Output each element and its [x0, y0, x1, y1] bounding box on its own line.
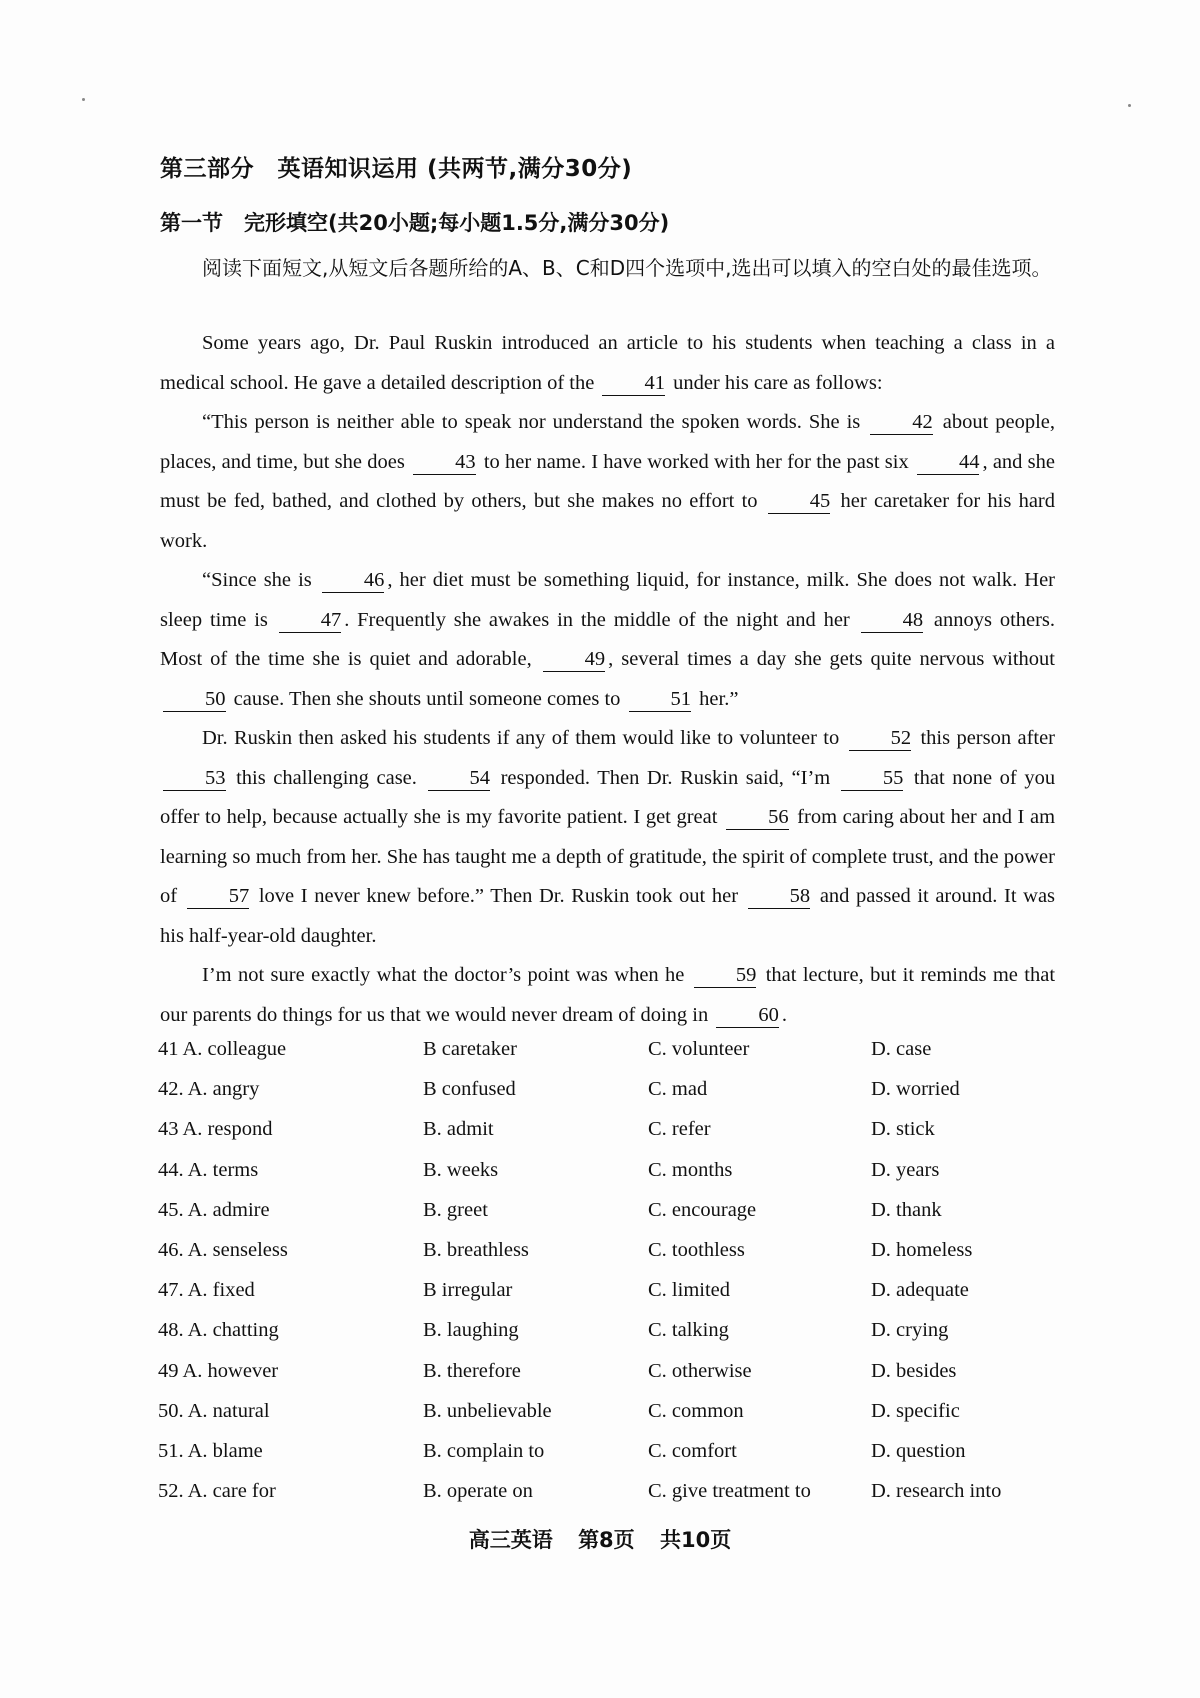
option-b: B. operate on: [423, 1480, 533, 1503]
cloze-passage: [160, 324, 1055, 1035]
option-c: C. months: [648, 1158, 733, 1181]
option-d: D. research into: [871, 1480, 1002, 1503]
option-d: D. besides: [871, 1359, 957, 1382]
option-d: D. adequate: [871, 1279, 969, 1302]
blank-60: 60: [716, 1003, 779, 1028]
footer-page-number: 第8页: [578, 1528, 635, 1552]
option-d: D. question: [871, 1439, 966, 1462]
option-a: 41 A. colleague: [158, 1038, 287, 1060]
blank-55: 55: [841, 766, 904, 791]
footer-total-pages: 共10页: [660, 1528, 732, 1552]
instructions: 阅读下面短文,从短文后各题所给的A、B、C和D四个选项中,选出可以填入的空白处的最佳选项。: [202, 256, 1052, 280]
option-row: [158, 1480, 1058, 1520]
passage-text: to her name. I have worked with her for the past six: [483, 450, 909, 473]
blank-56: 56: [726, 805, 789, 830]
option-b: B. therefore: [423, 1359, 521, 1382]
option-d: D. specific: [871, 1399, 960, 1422]
option-a: 49 A. however: [158, 1359, 279, 1382]
blank-41: 41: [602, 371, 665, 396]
option-a: 44. A. terms: [158, 1158, 259, 1181]
option-row: [158, 1038, 1058, 1078]
blank-58: 58: [748, 884, 811, 909]
passage-text: about people, places, and time, but she does: [160, 411, 1056, 473]
option-b: B. weeks: [423, 1158, 499, 1181]
option-row: [158, 1078, 1058, 1118]
option-d: D. stick: [871, 1118, 935, 1141]
paragraph-2: [160, 403, 1055, 561]
option-b: B. admit: [423, 1118, 494, 1141]
passage-text: and passed it around. It was his half-year-old daughter.: [160, 885, 1056, 947]
passage-text: , her diet must be something liquid, for instance, milk. She does not walk. Her sleep time is: [160, 569, 1056, 631]
option-a: 42. A. angry: [158, 1078, 260, 1101]
option-c: C. refer: [648, 1118, 711, 1141]
paragraph-4: [160, 719, 1055, 956]
passage-text: that lecture, but it reminds me that our parents do things for us that we would never dream of doing in: [160, 964, 1056, 1026]
passage-text: “Since she is: [202, 569, 312, 591]
blank-57: 57: [187, 884, 250, 909]
option-d: D. worried: [871, 1078, 960, 1101]
passage-text: , and she must be fed, bathed, and clothed by others, but she makes no effort to: [160, 450, 1055, 512]
option-a: 47. A. fixed: [158, 1279, 255, 1302]
scan-speck: [1128, 104, 1131, 107]
passage-text: .: [781, 1003, 788, 1026]
paragraph-3: [160, 561, 1055, 719]
option-c: C. otherwise: [648, 1359, 752, 1382]
option-b: B. unbelievable: [423, 1399, 552, 1422]
blank-47: 47: [279, 608, 342, 633]
blank-45: 45: [768, 489, 831, 514]
option-row: [158, 1319, 1058, 1359]
passage-text: Dr. Ruskin then asked his students if any of them would like to volunteer to: [202, 727, 840, 749]
option-c: C. volunteer: [648, 1038, 750, 1060]
option-row: [158, 1440, 1058, 1480]
answer-options: [158, 1038, 1058, 1520]
passage-text: her.”: [699, 687, 739, 710]
option-row: [158, 1159, 1058, 1199]
blank-44: 44: [917, 450, 980, 475]
option-c: C. common: [648, 1399, 744, 1422]
option-a: 45. A. admire: [158, 1198, 270, 1221]
passage-text: from caring about her and I am learning so much from her. She has taught me a depth of gratitude, the spirit of complete trust, and the power of: [160, 806, 1056, 907]
passage-text: . Frequently she awakes in the middle of the night and her: [344, 608, 850, 631]
option-c: C. comfort: [648, 1439, 737, 1462]
option-d: D. thank: [871, 1198, 942, 1221]
option-row: [158, 1239, 1058, 1279]
option-d: D. years: [871, 1158, 940, 1181]
blank-51: 51: [629, 687, 692, 712]
option-a: 50. A. natural: [158, 1399, 270, 1422]
option-row: [158, 1279, 1058, 1319]
passage-text: Some years ago, Dr. Paul Ruskin introduced an article to his students when teaching a class in a medical school. He gave a detailed description of the: [160, 332, 1055, 394]
option-c: C. mad: [648, 1078, 708, 1101]
option-c: C. limited: [648, 1279, 730, 1302]
passage-text: that none of you offer to help, because actually she is my favorite patient. I get great: [160, 766, 1056, 828]
option-d: D. homeless: [871, 1238, 973, 1261]
option-row: [158, 1118, 1058, 1158]
option-c: C. encourage: [648, 1198, 757, 1221]
blank-54: 54: [428, 766, 491, 791]
passage-text: , several times a day she gets quite nervous without: [608, 648, 1056, 670]
scan-speck: [82, 98, 85, 101]
option-a: 43 A. respond: [158, 1118, 273, 1141]
option-a: 48. A. chatting: [158, 1319, 279, 1342]
blank-50: 50: [163, 687, 226, 712]
passage-text: I’m not sure exactly what the doctor’s point was when he: [202, 964, 685, 986]
option-c: C. give treatment to: [648, 1480, 811, 1503]
option-b: B caretaker: [423, 1038, 517, 1060]
option-b: B irregular: [423, 1279, 513, 1302]
option-c: C. talking: [648, 1319, 729, 1342]
passage-text: this challenging case.: [236, 766, 417, 789]
blank-46: 46: [322, 568, 385, 593]
subsection-title: 第一节 完形填空(共20小题;每小题1.5分,满分30分): [160, 211, 670, 235]
blank-43: 43: [413, 450, 476, 475]
option-row: [158, 1360, 1058, 1400]
option-b: B. greet: [423, 1198, 488, 1221]
passage-text: “This person is neither able to speak nor understand the spoken words. She is: [202, 411, 861, 433]
blank-42: 42: [870, 410, 933, 435]
option-c: C. toothless: [648, 1238, 745, 1261]
option-a: 51. A. blame: [158, 1439, 263, 1462]
option-b: B. laughing: [423, 1319, 519, 1342]
passage-text: this person after: [920, 727, 1056, 749]
section-title: 第三部分 英语知识运用 (共两节,满分30分): [160, 156, 633, 182]
footer-subject: 高三英语: [468, 1528, 553, 1552]
blank-53: 53: [163, 766, 226, 791]
passage-text: love I never knew before.” Then Dr. Ruskin took out her: [258, 885, 739, 907]
passage-text: under his care as follows:: [673, 371, 883, 394]
passage-text: her caretaker for his hard work.: [160, 490, 1056, 552]
option-b: B confused: [423, 1078, 516, 1101]
option-row: [158, 1400, 1058, 1440]
blank-48: 48: [861, 608, 924, 633]
blank-59: 59: [694, 963, 757, 988]
option-row: [158, 1199, 1058, 1239]
passage-text: annoys others. Most of the time she is quiet and adorable,: [160, 608, 1056, 670]
passage-text: cause. Then she shouts until someone comes to: [233, 687, 621, 710]
option-d: D. crying: [871, 1319, 949, 1342]
option-a: 52. A. care for: [158, 1480, 276, 1503]
option-b: B. complain to: [423, 1439, 545, 1462]
paragraph-1: [160, 324, 1055, 403]
page-footer: [0, 1524, 1200, 1554]
option-a: 46. A. senseless: [158, 1238, 288, 1261]
blank-49: 49: [543, 647, 606, 672]
option-b: B. breathless: [423, 1238, 529, 1261]
option-d: D. case: [871, 1038, 932, 1060]
blank-52: 52: [849, 726, 912, 751]
paragraph-5: [160, 956, 1055, 1035]
passage-text: responded. Then Dr. Ruskin said, “I’m: [500, 766, 831, 789]
